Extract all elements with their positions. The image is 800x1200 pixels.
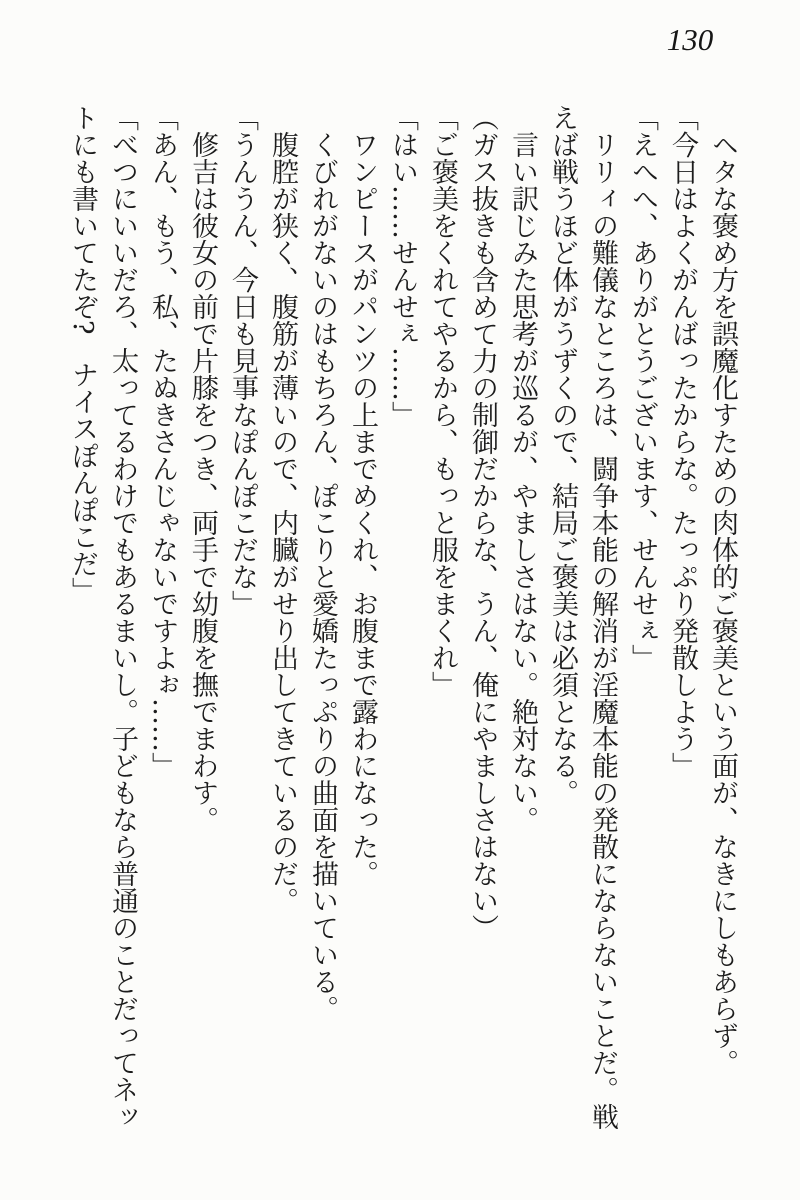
text-line: ヘタな褒め方を誤魔化すための肉体的ご褒美という面が、なきにしもあらず。: [707, 131, 738, 1076]
text-line: ワンピースがパンツの上までめくれ、お腹まで露わになった。: [347, 131, 378, 887]
text-line: 「えへへ、ありがとうございます、せんせぇ」: [627, 104, 658, 671]
text-line: 「ご褒美をくれてやるから、もっと服をまくれ」: [427, 104, 458, 698]
text-line: 「うんうん、今日も見事なぽんぽこだな」: [227, 104, 258, 617]
text-line: 「あん、もう、私、たぬきさんじゃないですよぉ……」: [147, 104, 178, 779]
text-line: 言い訳じみた思考が巡るが、やましさはない。絶対ない。: [507, 131, 538, 833]
text-line: （ガス抜きも含めて力の制御だからな、うん、俺にやましさはない）: [467, 104, 498, 941]
text-line: 腹腔が狭く、腹筋が薄いので、内臓がせり出してきているのだ。: [267, 131, 298, 914]
text-line: リリィの難儀なところは、闘争本能の解消が淫魔本能の発散にならないことだ。戦: [587, 131, 618, 1130]
page-text: [62, 104, 742, 1174]
text-line: えば戦うほど体がうずくので、結局ご褒美は必須となる。: [547, 104, 578, 806]
page-number: 130: [666, 22, 714, 57]
text-line: 修吉は彼女の前で片膝をつき、両手で幼腹を撫でまわす。: [187, 131, 218, 833]
text-line: トにも書いてたぞ? ナイスぽんぽこだ」: [67, 104, 98, 605]
text-line: 「べつにいいだろ、太ってるわけでもあるまいし。子どもなら普通のことだってネッ: [107, 104, 138, 1130]
text-line: 「今日はよくがんばったからな。たっぷり発散しよう」: [667, 104, 698, 779]
text-line: くびれがないのはもちろん、ぽこりと愛嬌たっぷりの曲面を描いている。: [307, 131, 338, 1022]
text-line: 「はい……せんせぇ……」: [387, 104, 418, 428]
